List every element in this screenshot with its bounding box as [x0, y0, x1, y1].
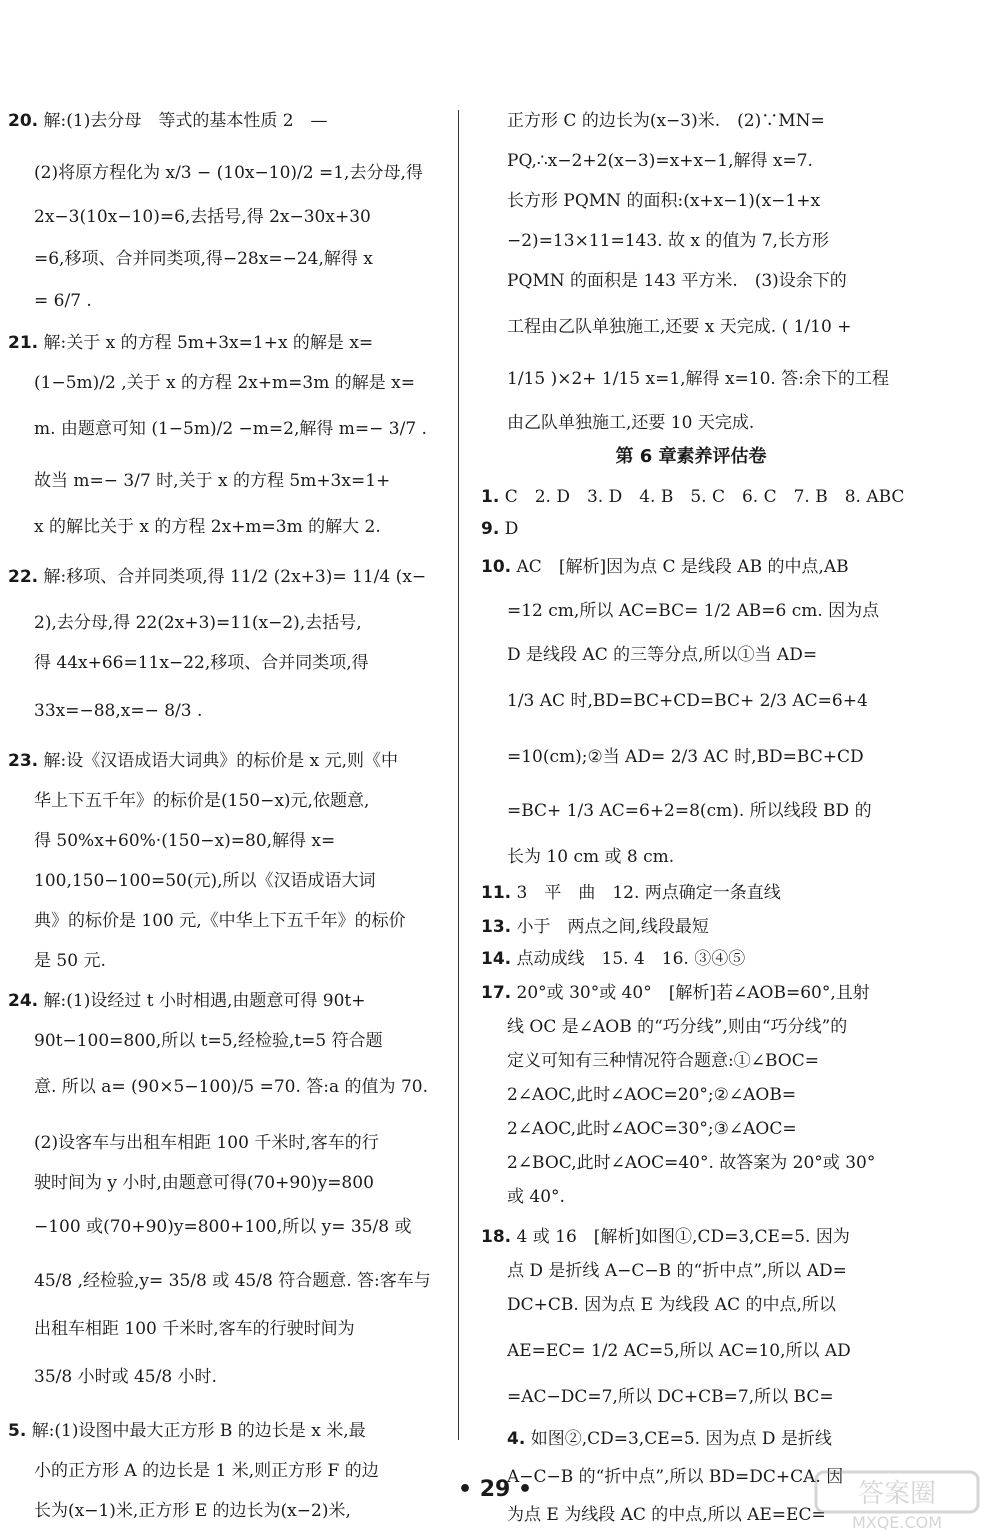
text-line: DC+CB. 因为点 E 为线段 AC 的中点,所以	[507, 1295, 836, 1315]
text-line: 33x=−88,x=− 8/3 .	[34, 701, 203, 721]
text-line: 13. 小于 两点之间,线段最短	[481, 917, 709, 937]
text-line: 20. 解:(1)去分母 等式的基本性质 2 —	[8, 111, 328, 131]
text-line: 21. 解:关于 x 的方程 5m+3x=1+x 的解是 x=	[8, 333, 374, 353]
text-line: x 的解比关于 x 的方程 2x+m=3m 的解大 2.	[34, 517, 381, 537]
text-line: 18. 4 或 16 [解析]如图①,CD=3,CE=5. 因为	[481, 1227, 850, 1247]
text-line: 长方形 PQMN 的面积:(x+x−1)(x−1+x	[507, 191, 821, 211]
text-line: 或 40°.	[507, 1187, 565, 1207]
text-line: 为点 E 为线段 AC 的中点,所以 AE=EC=	[507, 1505, 826, 1525]
text-line: 意. 所以 a= (90×5−100)/5 =70. 答:a 的值为 70.	[34, 1077, 428, 1097]
text-line: 工程由乙队单独施工,还要 x 天完成. ( 1/10 +	[507, 317, 852, 337]
watermark-logo	[812, 1468, 982, 1532]
text-line: = 6/7 .	[34, 291, 92, 311]
text-line: −2)=13×11=143. 故 x 的值为 7,长方形	[507, 231, 829, 251]
text-line: 线 OC 是∠AOB 的“巧分线”,则由“巧分线”的	[507, 1017, 848, 1037]
text-line: PQMN 的面积是 143 平方米. (3)设余下的	[507, 271, 847, 291]
text-line: 23. 解:设《汉语成语大词典》的标价是 x 元,则《中	[8, 751, 399, 771]
text-line: 2∠BOC,此时∠AOC=40°. 故答案为 20°或 30°	[507, 1153, 876, 1173]
text-line: 10. AC [解析]因为点 C 是线段 AB 的中点,AB	[481, 557, 849, 577]
text-line: D 是线段 AC 的三等分点,所以①当 AD=	[507, 645, 818, 665]
text-line: 2x−3(10x−10)=6,去括号,得 2x−30x+30	[34, 207, 371, 227]
text-line: (2)将原方程化为 x/3 − (10x−10)/2 =1,去分母,得	[34, 163, 423, 183]
text-line: 11. 3 平 曲 12. 两点确定一条直线	[481, 883, 781, 903]
text-line: 长为(x−1)米,正方形 E 的边长为(x−2)米,	[34, 1501, 351, 1521]
text-line: 得 44x+66=11x−22,移项、合并同类项,得	[34, 653, 369, 673]
text-line: 驶时间为 y 小时,由题意可得(70+90)y=800	[34, 1173, 374, 1193]
text-line: 长为 10 cm 或 8 cm.	[507, 847, 675, 867]
text-line: 典》的标价是 100 元,《中华上下五千年》的标价	[34, 911, 406, 931]
text-line: 90t−100=800,所以 t=5,经检验,t=5 符合题	[34, 1031, 383, 1051]
text-line: 4. 如图②,CD=3,CE=5. 因为点 D 是折线	[507, 1429, 832, 1449]
text-line: =AC−DC=7,所以 DC+CB=7,所以 BC=	[507, 1387, 834, 1407]
text-line: A−C−B 的“折中点”,所以 BD=DC+CA. 因	[507, 1467, 844, 1487]
svg-text:MXQE.COM: MXQE.COM	[851, 1513, 943, 1532]
text-line: 1/15 )×2+ 1/15 x=1,解得 x=10. 答:余下的工程	[507, 369, 889, 389]
text-line: −100 或(70+90)y=800+100,所以 y= 35/8 或	[34, 1217, 412, 1237]
text-line: 2∠AOC,此时∠AOC=20°;②∠AOB=	[507, 1085, 797, 1105]
text-line: 故当 m=− 3/7 时,关于 x 的方程 5m+3x=1+	[34, 471, 391, 491]
text-line: AE=EC= 1/2 AC=5,所以 AC=10,所以 AD	[507, 1341, 851, 1361]
text-line: 1/3 AC 时,BD=BC+CD=BC+ 2/3 AC=6+4	[507, 691, 868, 711]
text-line: 22. 解:移项、合并同类项,得 11/2 (2x+3)= 11/4 (x−	[8, 567, 427, 587]
text-line: PQ,∴x−2+2(x−3)=x+x−1,解得 x=7.	[507, 151, 813, 171]
svg-text:答案圈: 答案圈	[857, 1479, 937, 1509]
text-line: =10(cm);②当 AD= 2/3 AC 时,BD=BC+CD	[507, 747, 864, 767]
text-line: 由乙队单独施工,还要 10 天完成.	[507, 413, 755, 433]
text-line: 2),去分母,得 22(2x+3)=11(x−2),去括号,	[34, 613, 362, 633]
text-line: =12 cm,所以 AC=BC= 1/2 AB=6 cm. 因为点	[507, 601, 880, 621]
text-line: 9. D	[481, 519, 519, 539]
text-line: 14. 点动成线 15. 4 16. ③④⑤	[481, 949, 746, 969]
text-line: m. 由题意可知 (1−5m)/2 −m=2,解得 m=− 3/7 .	[34, 419, 427, 439]
text-line: =BC+ 1/3 AC=6+2=8(cm). 所以线段 BD 的	[507, 801, 872, 821]
text-line: 45/8 ,经检验,y= 35/8 或 45/8 符合题意. 答:客车与	[34, 1271, 431, 1291]
text-line: 点 D 是折线 A−C−B 的“折中点”,所以 AD=	[507, 1261, 847, 1281]
text-line: (2)设客车与出租车相距 100 千米时,客车的行	[34, 1133, 379, 1153]
text-line: 100,150−100=50(元),所以《汉语成语大词	[34, 871, 376, 891]
text-line: 小的正方形 A 的边长是 1 米,则正方形 F 的边	[34, 1461, 379, 1481]
text-line: 2∠AOC,此时∠AOC=30°;③∠AOC=	[507, 1119, 797, 1139]
text-line: 正方形 C 的边长为(x−3)米. (2)∵MN=	[507, 111, 825, 131]
text-line: (1−5m)/2 ,关于 x 的方程 2x+m=3m 的解是 x=	[34, 373, 415, 393]
column-divider	[458, 110, 459, 1440]
text-line: 5. 解:(1)设图中最大正方形 B 的边长是 x 米,最	[8, 1421, 366, 1441]
page-number: • 29 •	[457, 1477, 533, 1502]
text-line: 是 50 元.	[34, 951, 106, 971]
text-line: 得 50%x+60%·(150−x)=80,解得 x=	[34, 831, 336, 851]
text-line: 1. C 2. D 3. D 4. B 5. C 6. C 7. B 8. ABC	[481, 487, 905, 507]
text-line: 24. 解:(1)设经过 t 小时相遇,由题意可得 90t+	[8, 991, 366, 1011]
section-title: 第 6 章素养评估卷	[615, 446, 767, 467]
text-line: 定义可知有三种情况符合题意:①∠BOC=	[507, 1051, 819, 1071]
text-line: 17. 20°或 30°或 40° [解析]若∠AOB=60°,且射	[481, 983, 870, 1003]
text-line: =6,移项、合并同类项,得−28x=−24,解得 x	[34, 249, 373, 269]
text-line: 华上下五千年》的标价是(150−x)元,依题意,	[34, 791, 370, 811]
text-line: 35/8 小时或 45/8 小时.	[34, 1367, 217, 1387]
text-line: 出租车相距 100 千米时,客车的行驶时间为	[34, 1319, 355, 1339]
